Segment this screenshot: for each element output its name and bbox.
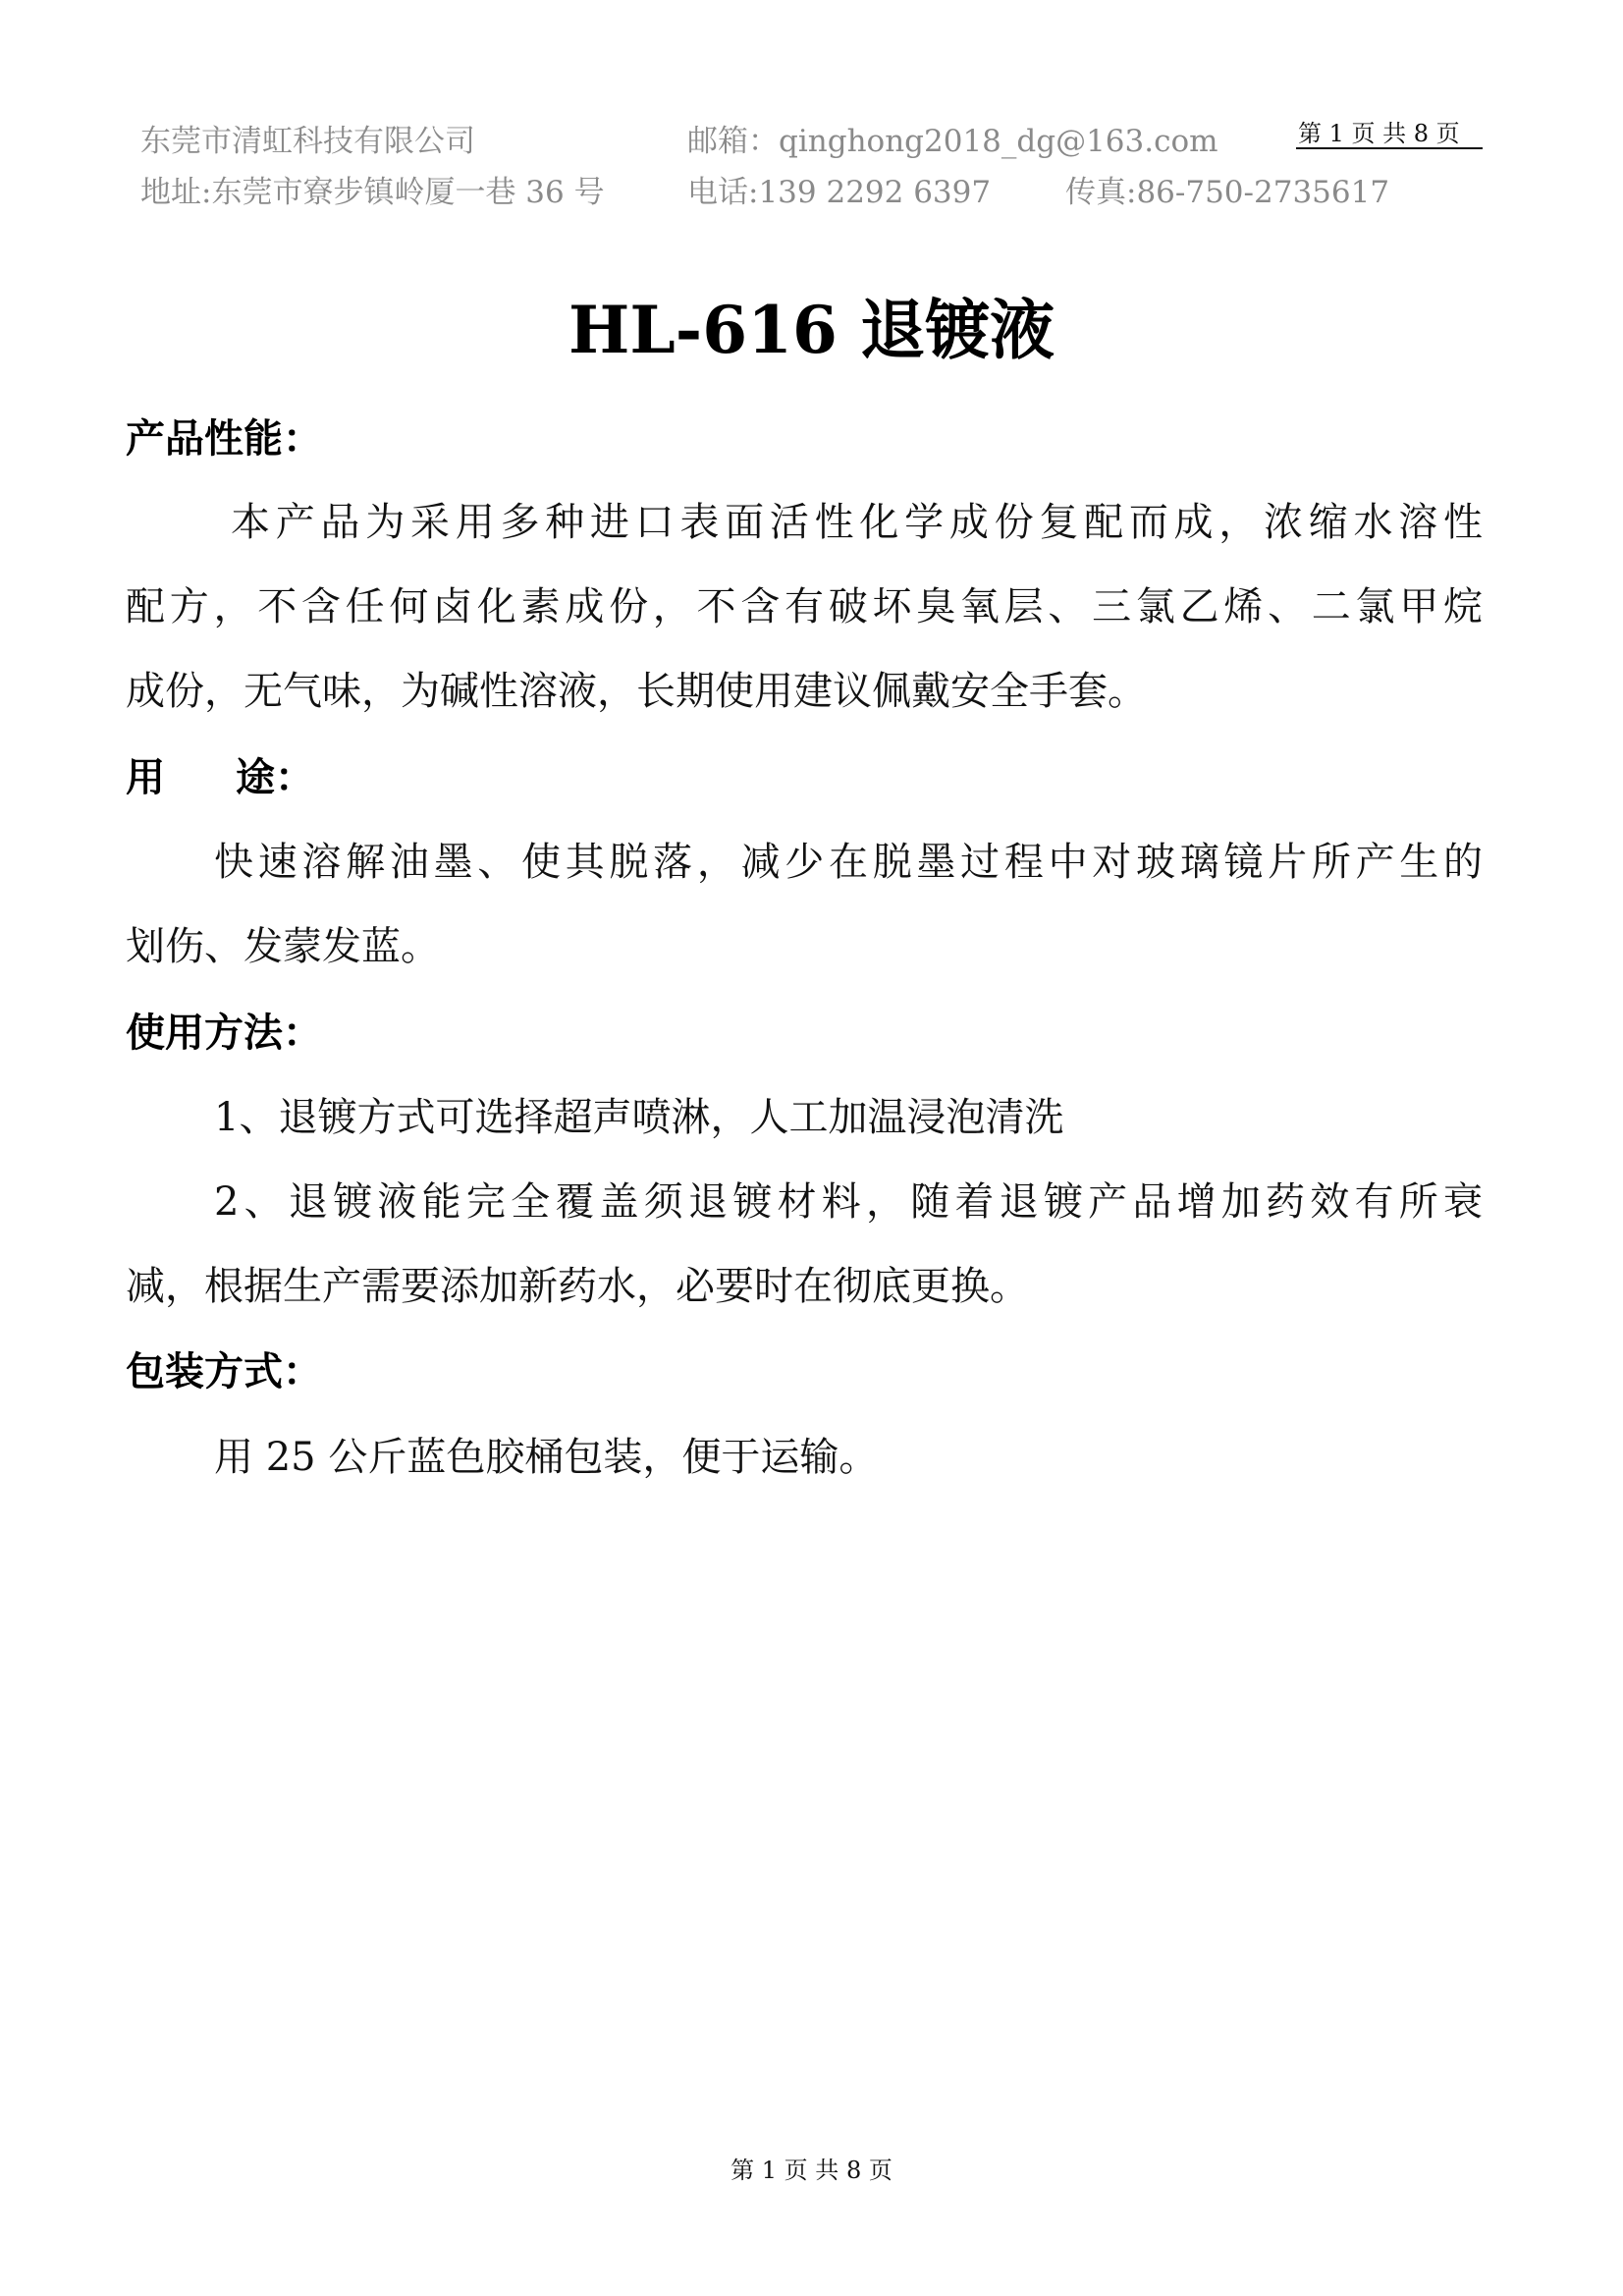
usage-heading-part-2: 途： bbox=[236, 755, 314, 800]
footer-page-indicator: 第 1 页 共 8 页 bbox=[730, 2157, 893, 2184]
header-email: 邮箱：qinghong2018_dg@163.com bbox=[687, 124, 1218, 159]
header-fax: 传真:86-750-2735617 bbox=[1065, 175, 1390, 210]
performance-line-3: 成份，无气味，为碱性溶液，长期使用建议佩戴安全手套。 bbox=[126, 669, 1147, 714]
section-heading-usage bbox=[126, 746, 314, 802]
header-phone: 电话:139 2292 6397 bbox=[687, 175, 992, 210]
document-title: HL-616 退镀液 bbox=[568, 292, 1055, 368]
usage-heading-part-1: 用 bbox=[126, 755, 165, 800]
section-heading-packaging: 包装方式： bbox=[126, 1349, 322, 1394]
performance-line-2: 配方，不含任何卤化素成份，不含有破坏臭氧层、三氯乙烯、二氯甲烷 bbox=[126, 584, 1483, 629]
header-address: 地址:东莞市寮步镇岭厦一巷 36 号 bbox=[140, 175, 605, 210]
header-page-underline bbox=[1296, 147, 1483, 149]
method-line-2: 2、退镀液能完全覆盖须退镀材料，随着退镀产品增加药效有所衰 bbox=[214, 1179, 1483, 1225]
method-line-1: 1、退镀方式可选择超声喷淋，人工加温浸泡清洗 bbox=[214, 1095, 1064, 1140]
header-page-indicator: 第 1 页 共 8 页 bbox=[1298, 120, 1460, 147]
performance-line-1: 本产品为采用多种进口表面活性化学成份复配而成，浓缩水溶性 bbox=[231, 500, 1483, 545]
section-heading-performance: 产品性能： bbox=[126, 416, 322, 462]
method-line-3: 减，根据生产需要添加新药水，必要时在彻底更换。 bbox=[126, 1264, 1029, 1309]
packaging-line-1: 用 25 公斤蓝色胶桶包装，便于运输。 bbox=[214, 1435, 879, 1480]
header-company: 东莞市清虹科技有限公司 bbox=[140, 124, 475, 159]
usage-line-1: 快速溶解油墨、使其脱落，减少在脱墨过程中对玻璃镜片所产生的 bbox=[214, 840, 1483, 885]
usage-line-2: 划伤、发蒙发蓝。 bbox=[126, 924, 440, 969]
section-heading-method: 使用方法： bbox=[126, 1011, 322, 1056]
